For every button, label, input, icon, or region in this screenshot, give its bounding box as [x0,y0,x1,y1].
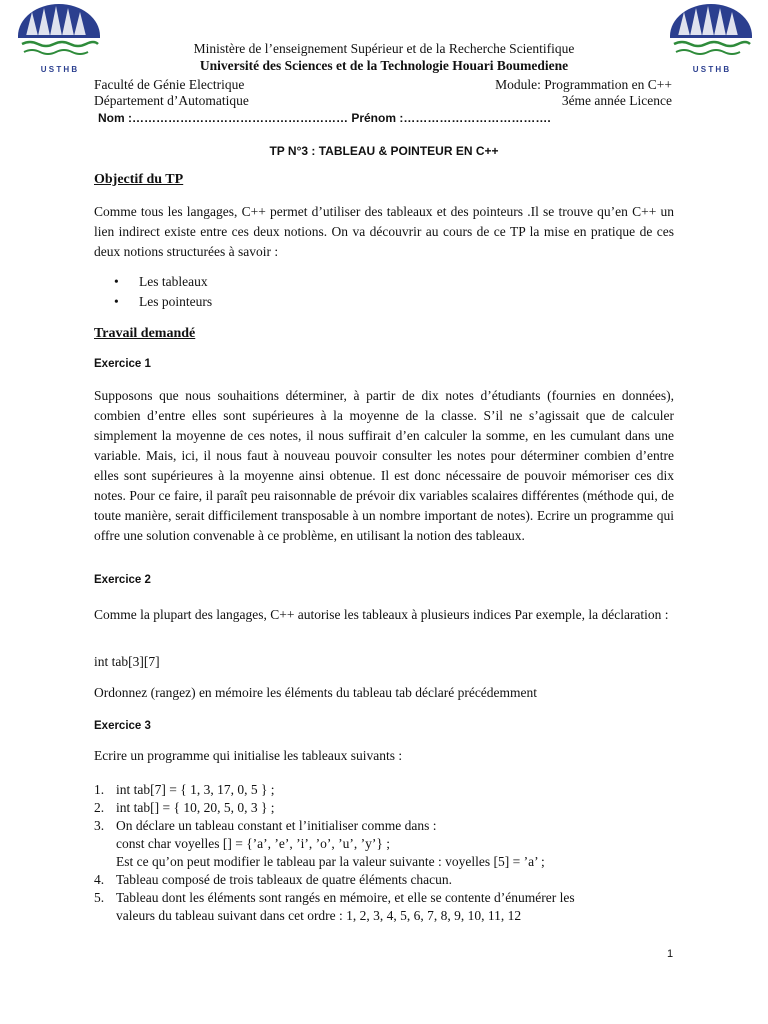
item-line: valeurs du tableau suivant dans cet ordre : 1, 2, 3, 4, 5, 6, 7, 8, 9, 10, 11, 12 [116,908,522,923]
exercice3-intro: Ecrire un programme qui initialise les tableaux suivants : [94,748,403,763]
logo-latin-text: U S T H B [40,65,78,74]
exercice1-title: Exercice 1 [94,358,151,370]
objectif-title: Objectif du TP [94,172,184,187]
item-line: Tableau dont les éléments sont rangés en mémoire, et elle se contente d’énumérer les [116,890,575,905]
exercice3-title: Exercice 3 [94,720,151,732]
list-item [94,871,684,889]
tp-title: TP N°3 : TABLEAU & POINTEUR EN C++ [269,144,499,158]
exercice2-paragraph: Comme la plupart des langages, C++ autorise les tableaux à plusieurs indices Par exemple, la déclaration : [94,607,669,622]
item-line: On déclare un tableau constant et l’initialiser comme dans : [116,818,437,833]
list-item: • Les tableaux [114,272,212,292]
page-number: 1 [667,948,674,960]
travail-title: Travail demandé [94,326,196,341]
item-line: Est ce qu’on peut modifier le tableau par la valeur suivante : voyelles [5] = ’a’ ; [116,854,545,869]
exercice3-list [94,781,684,925]
list-item [94,799,684,817]
item-line: int tab[] = { 10, 20, 5, 0, 3 } ; [116,800,275,815]
list-item [94,817,684,871]
ministry-line: Ministère de l’enseignement Supérieur et de la Recherche Scientifique [193,41,575,56]
objectif-bullets [114,272,212,312]
year-label: 3éme année Licence [561,93,672,108]
faculty-label: Faculté de Génie Electrique [94,77,245,92]
exercice1-paragraph: Supposons que nous souhaitions déterminer, à partir de dix notes d’étudiants (fournies en données), combien d’entre elles sont supérieures à la moyenne de la classe. S’il ne s’agissait que de calculer simplement la moyenne de ces notes, il nous suffirait d’en calculer la somme, en les cumulant dans une variable. Mais, ici, il nous faut à nouveau pouvoir consulter les notes pour déterminer combien d’entre elles sont supérieures à la moyenne ainsi obtenue. Il est donc nécessaire de pouvoir mémoriser ces dix notes. Pour ce faire, il paraît peu raisonnable de prévoir dix variables scalaires différentes (méthode qui, de toute manière, serait difficilement transposable à un nombre important de notes). Ecrire un programme qui offre une solution convenable à ce problème, en utilisant la notion des tableaux. [94,388,674,543]
item-line: int tab[7] = { 1, 3, 17, 0, 5 } ; [116,782,275,797]
item-number: 5. [94,890,105,905]
item-number: 3. [94,818,105,833]
list-item: • Les pointeurs [114,292,212,312]
nom-prenom-field: Nom :……………………………………………… Prénom :………………………………. [98,111,551,125]
list-item [94,889,684,925]
logo-latin-text: U S T H B [692,65,730,74]
item-line: Tableau composé de trois tableaux de quatre éléments chacun. [116,872,453,887]
exercice2-code: int tab[3][7] [94,654,160,669]
item-number: 2. [94,800,105,815]
exercice2-title: Exercice 2 [94,574,151,586]
item-number: 4. [94,872,105,887]
module-label: Module: Programmation en C++ [495,77,672,92]
list-item [94,781,684,799]
university-line: Université des Sciences et de la Technologie Houari Boumediene [199,58,569,73]
department-label: Département d’Automatique [94,93,249,108]
objectif-paragraph: Comme tous les langages, C++ permet d’utiliser des tableaux et des pointeurs .Il se trouve qu’en C++ un lien indirect existe entre ces deux notions. On va découvrir au cours de ce TP la mise en pratique de ces deux notions structurées à savoir : [94,204,674,259]
exercice2-question: Ordonnez (rangez) en mémoire les éléments du tableau tab déclaré précédemment [94,685,538,700]
item-line: const char voyelles [] = {’a’, ’e’, ’i’, ’o’, ’u’, ’y’} ; [116,836,390,851]
item-number: 1. [94,782,105,797]
